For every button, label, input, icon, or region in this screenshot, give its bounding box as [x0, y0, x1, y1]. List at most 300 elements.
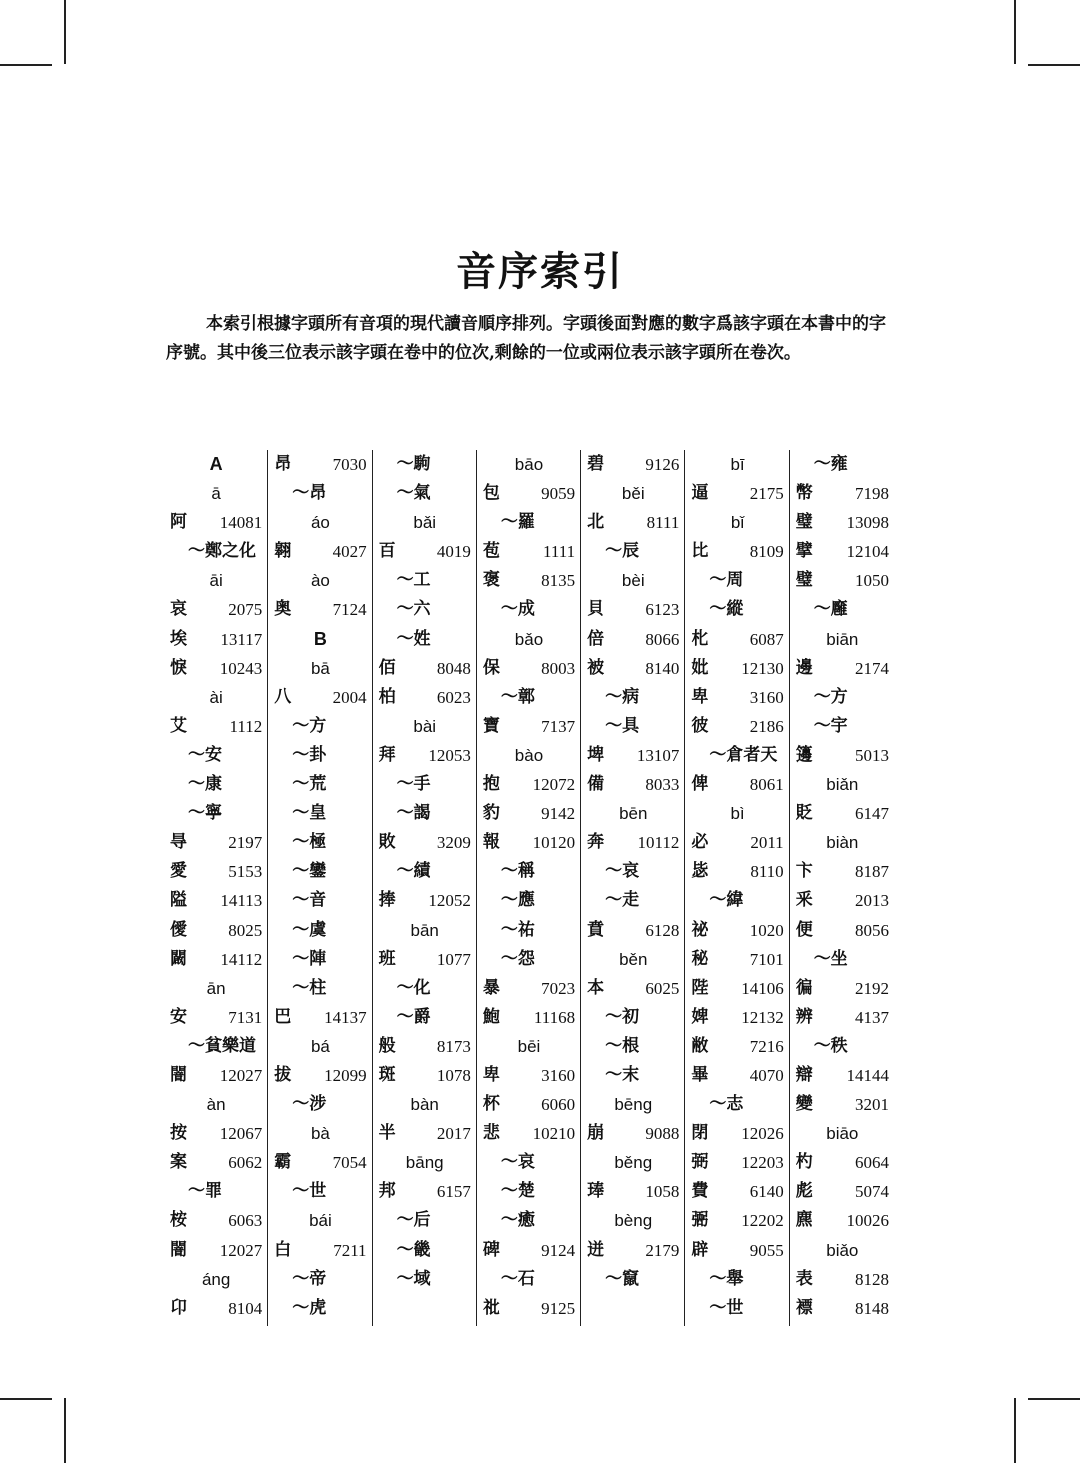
entry-character: 闇	[170, 1239, 187, 1260]
entry-character: 柏	[378, 686, 396, 707]
entry-character: 卑	[691, 686, 709, 707]
entry-number: 9059	[541, 484, 576, 504]
entry-number: 12202	[741, 1211, 784, 1231]
index-entry	[587, 595, 679, 624]
entry-character: 昂	[274, 454, 292, 474]
entry-number: 8173	[436, 1036, 471, 1056]
entry-number: 8110	[750, 862, 784, 882]
index-entry	[796, 1003, 889, 1032]
pinyin-heading: bǎo	[514, 629, 544, 649]
entry-number: 7131	[228, 1007, 263, 1027]
entry-character: 彼	[691, 715, 709, 736]
compound-entry: ～石	[500, 1268, 535, 1289]
entry-character: 杓	[795, 1152, 813, 1173]
entry-number: 8148	[854, 1298, 889, 1318]
index-entry	[691, 479, 783, 508]
compound-entry: ～雍	[813, 454, 848, 474]
index-entry	[379, 741, 471, 770]
pinyin-heading: biān	[826, 629, 859, 649]
entry-number: 2179	[645, 1240, 680, 1260]
entry-character: 必	[691, 832, 709, 853]
entry-character: 奥	[274, 599, 292, 620]
index-entry	[274, 537, 366, 566]
compound-entry: ～世	[292, 1181, 327, 1202]
entry-character: 擘	[795, 541, 813, 562]
index-entry	[379, 1119, 471, 1148]
pinyin-heading: biāo	[826, 1124, 859, 1144]
compound-entry: ～域	[396, 1268, 431, 1289]
index-columns	[164, 450, 894, 1326]
entry-number: 6087	[749, 629, 784, 649]
entry-character: 班	[378, 948, 396, 969]
entry-number: 14137	[324, 1007, 367, 1027]
index-entry	[379, 828, 471, 857]
entry-number: 5153	[228, 862, 263, 882]
index-entry	[483, 770, 575, 799]
index-column	[164, 450, 268, 1326]
compound-entry: ～成	[500, 599, 535, 620]
entry-character: 寶	[482, 715, 500, 736]
pinyin-heading: běi	[621, 484, 645, 504]
entry-number: 9126	[645, 455, 680, 474]
index-entry	[796, 1265, 889, 1294]
index-entry	[796, 566, 889, 595]
entry-number: 10112	[637, 833, 680, 853]
entry-number: 13107	[636, 745, 680, 765]
index-entry	[691, 712, 783, 741]
entry-number: 12072	[532, 775, 576, 795]
index-entry	[691, 1206, 783, 1235]
entry-character: 闙	[170, 948, 187, 969]
entry-character: 暴	[482, 977, 500, 998]
index-entry	[483, 1090, 575, 1119]
compound-entry: ～稱	[500, 861, 535, 882]
entry-character: 便	[795, 919, 813, 940]
page-title: 音序索引	[456, 248, 624, 295]
compound-entry: ～竄	[605, 1268, 640, 1289]
index-entry	[170, 1119, 262, 1148]
pinyin-heading: bā	[310, 658, 330, 678]
compound-entry: ～畿	[396, 1239, 431, 1260]
index-entry	[170, 1003, 262, 1032]
entry-number: 3201	[854, 1095, 889, 1115]
compound-entry: ～世	[709, 1297, 744, 1318]
compound-entry: ～鄭之化	[188, 541, 256, 562]
entry-character: 辯	[795, 1064, 813, 1085]
index-entry	[691, 974, 783, 1003]
index-entry	[483, 479, 575, 508]
crop-mark	[0, 1398, 52, 1400]
entry-number: 12052	[428, 891, 471, 911]
index-entry	[170, 654, 262, 683]
entry-character: 拔	[274, 1064, 292, 1085]
pinyin-heading: bēng	[614, 1095, 653, 1115]
index-entry	[587, 450, 679, 479]
entry-character: 弼	[691, 1152, 709, 1173]
entry-number: 8109	[749, 542, 784, 562]
compound-entry: ～謁	[396, 803, 431, 824]
pinyin-heading: āi	[209, 571, 223, 591]
index-entry	[170, 1294, 262, 1323]
pinyin-heading: běn	[619, 949, 648, 969]
compound-entry: ～志	[709, 1094, 744, 1115]
crop-mark	[64, 0, 66, 64]
entry-number: 1111	[543, 542, 576, 562]
entry-number: 7211	[333, 1240, 367, 1260]
entry-number: 5013	[854, 745, 889, 765]
entry-character: 拜	[378, 744, 396, 765]
index-entry	[796, 479, 889, 508]
entry-number: 8061	[749, 775, 784, 795]
index-entry	[170, 625, 262, 654]
pinyin-heading: ài	[209, 687, 223, 707]
index-entry	[379, 537, 471, 566]
entry-character: 卬	[170, 1297, 187, 1318]
entry-character: 捧	[378, 890, 396, 911]
entry-number: 2186	[749, 716, 784, 736]
entry-character: 迸	[587, 1239, 605, 1260]
entry-character: 保	[482, 657, 500, 678]
entry-character: 妣	[691, 657, 709, 678]
pinyin-heading: ā	[211, 484, 221, 504]
compound-entry: ～辰	[605, 541, 640, 562]
entry-number: 8187	[854, 862, 889, 882]
compound-entry: ～廱	[813, 599, 848, 620]
index-entry	[796, 1090, 889, 1119]
index-entry	[170, 1236, 262, 1265]
entry-number: 8104	[228, 1298, 263, 1318]
entry-character: 碑	[482, 1239, 500, 1260]
compound-entry: ～六	[396, 599, 431, 620]
index-entry	[796, 916, 889, 945]
entry-number: 6062	[228, 1153, 263, 1173]
index-entry	[483, 1003, 575, 1032]
index-entry	[691, 1177, 783, 1206]
entry-character: 半	[378, 1123, 396, 1144]
entry-character: 比	[691, 541, 709, 562]
entry-character: 百	[378, 541, 396, 562]
index-entry	[691, 625, 783, 654]
entry-character: 白	[274, 1239, 292, 1260]
compound-entry: ～周	[709, 570, 744, 591]
entry-character: 釆	[795, 890, 813, 911]
index-entry	[587, 654, 679, 683]
entry-number: 8111	[646, 513, 680, 533]
entry-number: 6025	[645, 978, 680, 998]
entry-number: 2011	[750, 833, 784, 853]
entry-number: 7124	[332, 600, 367, 620]
index-entry	[796, 1148, 889, 1177]
entry-character: 埃	[170, 628, 187, 649]
index-entry	[274, 1148, 366, 1177]
entry-number: 13098	[846, 513, 889, 533]
entry-character: 璧	[795, 512, 813, 533]
entry-number: 4027	[332, 542, 367, 562]
entry-number: 6147	[854, 804, 889, 824]
index-entry	[691, 1148, 783, 1177]
entry-number: 6128	[645, 920, 680, 940]
entry-character: 陛	[691, 977, 709, 998]
compound-entry: ～鄣	[500, 686, 535, 707]
compound-entry: ～陣	[292, 948, 327, 969]
entry-number: 8135	[541, 571, 576, 591]
pinyin-heading: àn	[206, 1095, 226, 1115]
entry-number: 2174	[854, 658, 889, 678]
compound-entry: ～工	[396, 570, 431, 591]
entry-character: 報	[482, 832, 500, 853]
index-entry	[587, 625, 679, 654]
entry-character: 敝	[691, 1035, 709, 1056]
index-entry	[796, 1294, 889, 1323]
entry-character: 鮑	[482, 1006, 500, 1027]
entry-character: 表	[795, 1268, 813, 1289]
entry-number: 3160	[541, 1065, 576, 1085]
compound-entry: ～哀	[500, 1152, 535, 1173]
entry-character: 北	[587, 512, 605, 533]
crop-mark	[1014, 0, 1016, 64]
entry-number: 8128	[854, 1269, 889, 1289]
entry-character: 霸	[274, 1152, 292, 1173]
entry-number: 10210	[532, 1124, 576, 1144]
index-entry	[691, 945, 783, 974]
entry-number: 5074	[854, 1182, 889, 1202]
index-entry	[796, 1177, 889, 1206]
index-entry	[379, 945, 471, 974]
compound-entry: ～祐	[500, 919, 535, 940]
entry-character: 辨	[795, 1006, 813, 1027]
compound-entry: ～柱	[292, 977, 327, 998]
entry-number: 2017	[436, 1124, 471, 1144]
index-entry	[796, 508, 889, 537]
entry-number: 7137	[541, 716, 576, 736]
entry-number: 4070	[749, 1065, 784, 1085]
entry-character: 辟	[691, 1239, 709, 1260]
index-entry	[691, 1032, 783, 1061]
index-entry	[170, 1061, 262, 1090]
compound-entry: ～極	[292, 832, 327, 853]
index-entry	[796, 1206, 889, 1235]
compound-entry: ～秩	[813, 1035, 848, 1056]
index-entry	[274, 1061, 366, 1090]
entry-number: 14081	[219, 513, 263, 533]
index-entry	[796, 1061, 889, 1090]
pinyin-heading: bèi	[621, 571, 645, 591]
crop-mark	[1014, 1398, 1016, 1463]
pinyin-heading: bī	[730, 455, 745, 474]
compound-entry: ～病	[605, 686, 640, 707]
index-entry	[274, 683, 366, 712]
index-entry	[170, 595, 262, 624]
compound-entry: ～鑾	[292, 861, 327, 882]
index-entry	[379, 1177, 471, 1206]
entry-character: 秘	[691, 948, 709, 969]
compound-entry: ～虞	[292, 919, 327, 940]
pinyin-heading: bèng	[614, 1211, 653, 1231]
entry-character: 按	[170, 1123, 187, 1144]
index-entry	[796, 654, 889, 683]
entry-character: 籩	[795, 744, 813, 765]
index-entry	[483, 799, 575, 828]
entry-character: 阿	[170, 512, 187, 533]
compound-entry: ～緯	[709, 890, 744, 911]
entry-number: 14144	[846, 1065, 889, 1085]
entry-number: 1078	[436, 1065, 471, 1085]
pinyin-heading: bá	[310, 1036, 330, 1056]
index-entry	[274, 595, 366, 624]
compound-entry: ～舉	[709, 1268, 744, 1289]
entry-character: 毖	[691, 861, 709, 882]
entry-character: 翱	[274, 541, 292, 562]
compound-entry: ～貧樂道	[188, 1035, 256, 1056]
index-entry	[587, 1236, 679, 1265]
entry-character: 隘	[170, 890, 187, 911]
compound-entry: ～具	[605, 715, 640, 736]
entry-character: 褒	[482, 570, 500, 591]
entry-number: 8066	[645, 629, 680, 649]
compound-entry: ～怨	[500, 948, 535, 969]
compound-entry: ～方	[292, 715, 327, 736]
pinyin-heading: áo	[310, 513, 330, 533]
entry-character: 斑	[378, 1064, 396, 1085]
pinyin-heading: ào	[310, 571, 330, 591]
entry-number: 12026	[741, 1124, 784, 1144]
crop-mark	[1028, 64, 1080, 66]
entry-number: 9055	[749, 1240, 784, 1260]
entry-number: 1050	[854, 571, 889, 591]
entry-number: 2075	[228, 600, 263, 620]
entry-number: 9142	[541, 804, 576, 824]
entry-number: 10026	[846, 1211, 889, 1231]
entry-character: 彪	[795, 1181, 813, 1202]
entry-character: 褾	[795, 1297, 813, 1318]
pinyin-heading: bēn	[619, 804, 648, 824]
entry-character: 般	[378, 1035, 396, 1056]
entry-character: 豹	[482, 803, 500, 824]
entry-character: 幣	[795, 483, 813, 504]
compound-entry: ～手	[396, 774, 431, 795]
entry-number: 8056	[854, 920, 889, 940]
entry-number: 6064	[854, 1153, 889, 1173]
entry-number: 12104	[846, 542, 889, 562]
entry-character: 徧	[795, 977, 813, 998]
entry-character: 貶	[795, 803, 813, 824]
index-entry	[691, 857, 783, 886]
index-entry	[691, 1061, 783, 1090]
index-entry	[170, 1148, 262, 1177]
entry-number: 14106	[741, 978, 784, 998]
pinyin-heading: áng	[201, 1269, 231, 1289]
index-entry	[691, 770, 783, 799]
compound-entry: ～后	[396, 1210, 431, 1231]
entry-character: 僾	[170, 919, 187, 940]
pinyin-heading: bái	[309, 1211, 332, 1231]
index-entry	[587, 1177, 679, 1206]
pinyin-heading: bēi	[517, 1036, 541, 1056]
index-entry	[796, 741, 889, 770]
index-entry	[483, 654, 575, 683]
entry-character: 八	[274, 686, 292, 707]
compound-entry: ～帝	[292, 1268, 327, 1289]
index-entry	[587, 916, 679, 945]
entry-character: 卞	[795, 861, 813, 882]
entry-character: 弻	[691, 1210, 709, 1231]
entry-number: 6060	[541, 1095, 576, 1115]
entry-character: 崩	[587, 1123, 605, 1144]
entry-number: 7101	[749, 949, 784, 969]
entry-number: 12053	[428, 745, 471, 765]
compound-entry: ～根	[605, 1035, 640, 1056]
entry-character: 安	[170, 1006, 187, 1027]
entry-character: 費	[691, 1181, 709, 1202]
index-column	[477, 450, 581, 1326]
section-letter: B	[313, 628, 327, 649]
entry-number: 12027	[219, 1065, 263, 1085]
pinyin-heading: biǎo	[826, 1240, 859, 1260]
crop-mark	[1028, 1398, 1080, 1400]
entry-character: 埤	[587, 744, 605, 765]
entry-character: 桉	[170, 1210, 187, 1231]
index-entry	[691, 828, 783, 857]
index-entry	[796, 857, 889, 886]
section-letter: A	[209, 454, 223, 474]
entry-number: 8048	[436, 658, 471, 678]
entry-character: 麃	[795, 1210, 813, 1231]
entry-number: 4019	[436, 542, 471, 562]
entry-number: 1020	[749, 920, 784, 940]
pinyin-heading: bāng	[405, 1153, 444, 1173]
entry-number: 6123	[645, 600, 680, 620]
compound-entry: ～昂	[292, 483, 327, 504]
index-entry	[483, 828, 575, 857]
pinyin-heading: bài	[413, 716, 437, 736]
crop-mark	[0, 64, 52, 66]
entry-number: 2004	[332, 687, 367, 707]
index-entry	[796, 886, 889, 915]
index-entry	[796, 537, 889, 566]
index-entry	[691, 537, 783, 566]
index-entry	[274, 1236, 366, 1265]
compound-entry: ～楚	[500, 1181, 535, 1202]
crop-mark	[64, 1398, 66, 1463]
pinyin-heading: bān	[410, 920, 439, 940]
entry-number: 7023	[541, 978, 576, 998]
pinyin-heading: bì	[730, 804, 745, 824]
index-entry	[170, 1206, 262, 1235]
entry-character: 巴	[274, 1006, 292, 1027]
pinyin-heading: bāo	[514, 455, 544, 474]
index-entry	[691, 1003, 783, 1032]
compound-entry: ～寧	[188, 803, 222, 824]
entry-character: 朼	[691, 628, 709, 649]
entry-character: 案	[170, 1152, 187, 1173]
entry-number: 2192	[854, 978, 889, 998]
compound-entry: ～績	[396, 861, 431, 882]
index-entry	[691, 1119, 783, 1148]
entry-number: 2013	[854, 891, 889, 911]
entry-number: 6140	[749, 1182, 784, 1202]
entry-number: 12132	[741, 1007, 784, 1027]
index-entry	[587, 741, 679, 770]
entry-number: 11168	[533, 1007, 576, 1027]
entry-character: 逼	[691, 483, 709, 504]
index-entry	[587, 974, 679, 1003]
entry-character: 邊	[795, 657, 813, 678]
entry-number: 14112	[220, 949, 263, 969]
compound-entry: ～末	[605, 1064, 640, 1085]
entry-number: 12067	[219, 1124, 263, 1144]
entry-character: 被	[587, 657, 605, 678]
compound-entry: ～安	[188, 744, 222, 765]
